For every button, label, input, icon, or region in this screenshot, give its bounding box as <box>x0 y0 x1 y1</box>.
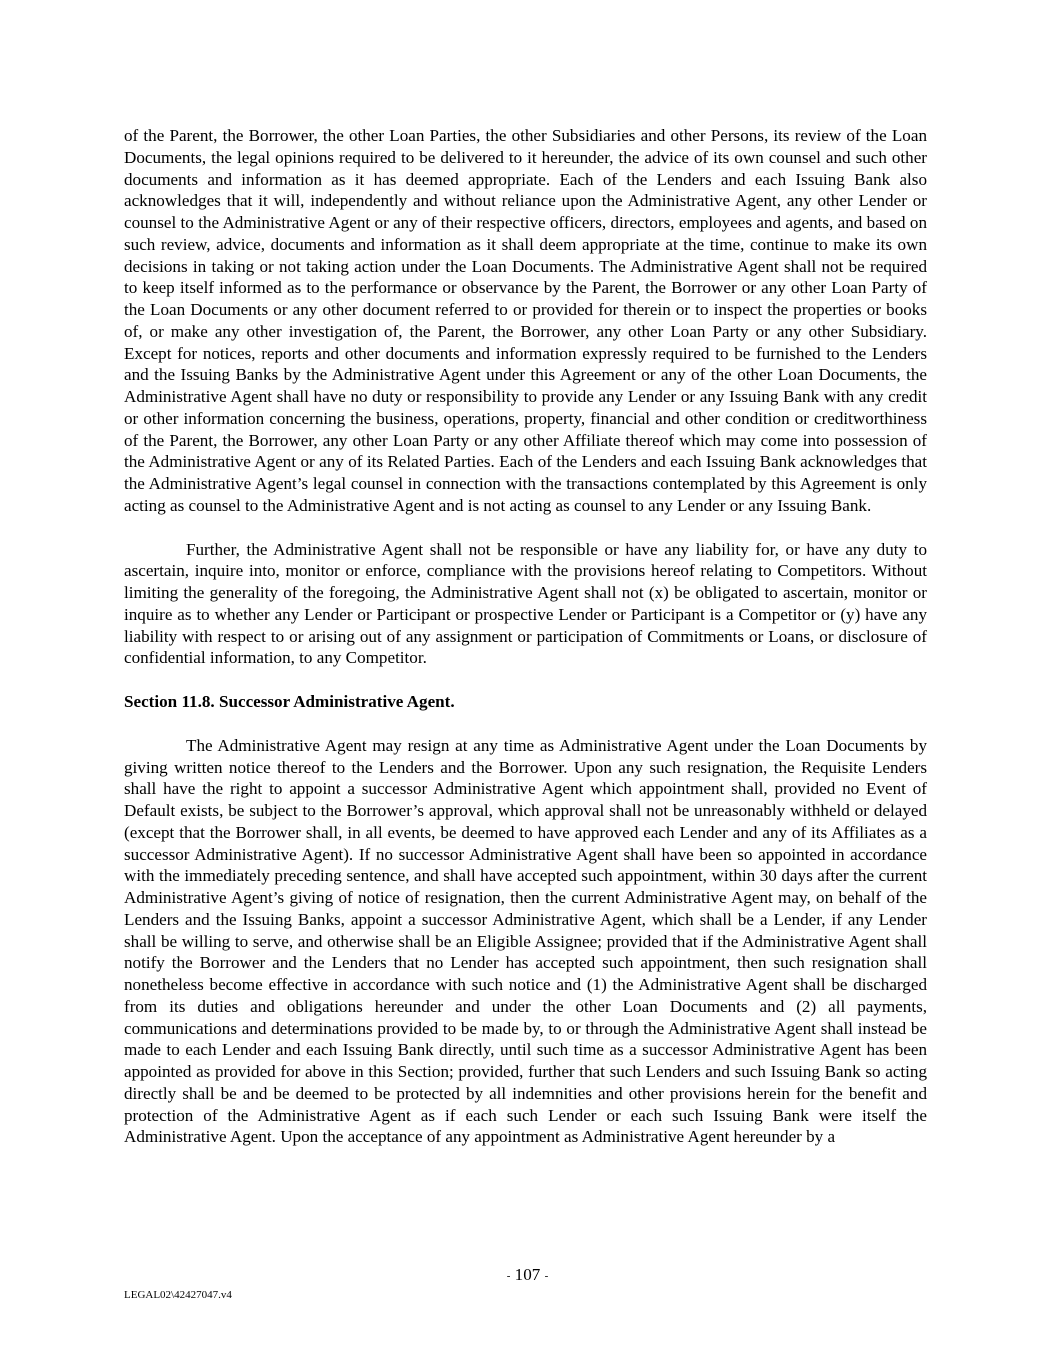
document-id: LEGAL02\42427047.v4 <box>124 1289 232 1301</box>
page-number-dash-right: - <box>544 1270 549 1282</box>
page-number-value: 107 <box>514 1265 541 1284</box>
page-number-dash-left: - <box>506 1270 511 1282</box>
section-heading: Section 11.8. Successor Administrative Agent. <box>124 692 455 711</box>
page-number <box>0 1265 1055 1285</box>
paragraph-spacer <box>124 713 927 735</box>
document-page <box>124 125 927 1148</box>
paragraph-successor-agent: The Administrative Agent may resign at any time as Administrative Agent under the Loan Documents by giving written notice thereof to the Lenders and the Borrower. Upon any such resignation, the Requisite Lenders shall have the right to appoint a successor Administrative Agent which appointment shall, provided no Event of Default exists, be subject to the Borrower’s approval, which approval shall not be unreasonably withheld or delayed (except that the Borrower shall, in all events, be deemed to have approved each Lender and any of its Affiliates as a successor Administrative Agent). If no successor Administrative Agent shall have been so appointed in accordance with the immediately preceding sentence, and shall have accepted such appointment, within 30 days after the current Administrative Agent’s giving of notice of resignation, then the current Administrative Agent may, on behalf of the Lenders and the Issuing Banks, appoint a successor Administrative Agent, which shall be a Lender, if any Lender shall be willing to serve, and otherwise shall be an Eligible Assignee; provided that if the Administrative Agent shall notify the Borrower and the Lenders that no Lender has accepted such appointment, then such resignation shall nonetheless become effective in accordance with such notice and (1) the Administrative Agent shall be discharged from its duties and obligations hereunder and under the other Loan Documents and (2) all payments, communications and determinations provided to be made by, to or through the Administrative Agent shall instead be made to each Lender and each Issuing Bank directly, until such time as a successor Administrative Agent has been appointed as provided for above in this Section; provided, further that such Lenders and such Issuing Bank so acting directly shall be and be deemed to be protected by all indemnities and other provisions herein for the benefit and protection of the Administrative Agent as if each such Lender or each such Issuing Bank were itself the Administrative Agent. Upon the acceptance of any appointment as Administrative Agent hereunder by a <box>124 735 927 1147</box>
paragraph-spacer <box>124 669 927 691</box>
paragraph-competitors: Further, the Administrative Agent shall not be responsible or have any liability for, or have any duty to ascertain, inquire into, monitor or enforce, compliance with the provisions hereof relating to Competitors. Without limiting the generality of the foregoing, the Administrative Agent shall not (x) be obligated to ascertain, monitor or inquire as to whether any Lender or Participant or prospective Lender or Participant is a Competitor or (y) have any liability with respect to or arising out of any assignment or participation of Commitments or Loans, or disclosure of confidential information, to any Competitor. <box>124 539 927 668</box>
paragraph-spacer <box>124 517 927 539</box>
paragraph-continuation: of the Parent, the Borrower, the other Loan Parties, the other Subsidiaries and other Persons, its review of the Loan Documents, the legal opinions required to be delivered to it hereunder, the advice of its own counsel and such other documents and information as it has deemed appropriate. Each of the Lenders and each Issuing Bank also acknowledges that it will, independently and without reliance upon the Administrative Agent, any other Lender or counsel to the Administrative Agent or any of their respective officers, directors, employees and agents, and based on such review, advice, documents and information as it shall deem appropriate at the time, continue to make its own decisions in taking or not taking action under the Loan Documents. The Administrative Agent shall not be required to keep itself informed as to the performance or observance by the Parent, the Borrower or any other Loan Party of the Loan Documents or any other document referred to or provided for therein or to inspect the properties or books of, or make any other investigation of, the Parent, the Borrower, any other Loan Party or any other Subsidiary. Except for notices, reports and other documents and information expressly required to be furnished to the Lenders and the Issuing Banks by the Administrative Agent under this Agreement or any of the other Loan Documents, the Administrative Agent shall have no duty or responsibility to provide any Lender or any Issuing Bank with any credit or other information concerning the business, operations, property, financial and other condition or creditworthiness of the Parent, the Borrower, any other Loan Party or any other Affiliate thereof which may come into possession of the Administrative Agent or any of its Related Parties. Each of the Lenders and each Issuing Bank acknowledges that the Administrative Agent’s legal counsel in connection with the transactions contemplated by this Agreement is only acting as counsel to the Administrative Agent and is not acting as counsel to any Lender or any Issuing Bank. <box>124 126 927 515</box>
